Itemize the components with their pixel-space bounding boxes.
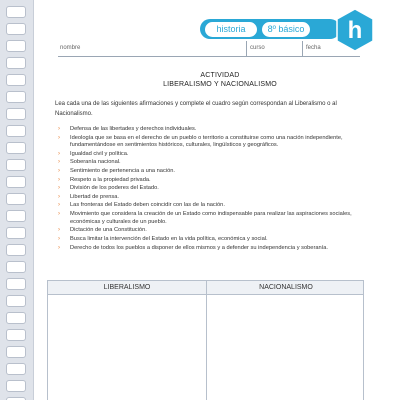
binding-hole [6,142,26,154]
binding-hole [6,329,26,341]
student-fields [58,41,360,57]
classification-table [47,280,364,400]
statement-text: Igualdad civil y política. [70,150,129,157]
activity-subtitle: LIBERALISMO Y NACIONALISMO [163,81,277,88]
bullet-icon: › [58,134,60,141]
binding-hole [6,159,26,171]
bullet-icon: › [58,227,60,234]
statement-text: Defensa de las libertades y derechos individuales. [70,126,197,132]
binding-hole [6,125,26,137]
bullet-icon: › [58,185,60,192]
binding-hole [6,312,26,324]
list-item [58,236,363,244]
bullet-icon: › [58,126,60,132]
bullet-icon: › [58,159,60,166]
statement-text: Sentimiento de pertenencia a una nación. [70,168,175,175]
list-item [58,227,363,235]
bullet-icon: › [58,150,60,157]
binding-hole [6,363,26,375]
list-item [58,245,363,253]
list-item [58,151,363,159]
binding-hole [6,40,26,52]
activity-title: ACTIVIDAD [200,72,240,79]
statement-text: Soberanía nacional. [70,159,121,166]
logo-letter: h [347,17,363,44]
grade-badge: 8º básico [262,22,310,37]
subject-badge: historia [205,22,257,37]
binding-hole [6,210,26,222]
binding-hole [6,74,26,86]
list-item [58,194,363,202]
binding-hole [6,380,26,392]
notebook-binding [0,0,34,400]
bullet-icon: › [58,193,60,200]
binding-hole [6,295,26,307]
binding-hole [6,23,26,35]
bullet-icon: › [58,211,60,218]
list-item [58,211,363,226]
course-field-label: curso [250,45,265,51]
statement-text: Movimiento que considera la creación de un Estado como indispensable para realizar las aspiraciones sociales, económicas y culturales de un pueblo. [70,211,352,225]
date-field-label: fecha [306,45,321,51]
binding-hole [6,346,26,358]
divider [302,41,303,57]
bullet-icon: › [58,168,60,175]
divider [246,41,247,57]
statement-text: División de los poderes del Estado. [70,185,159,192]
column-divider [206,281,207,400]
list-item [58,135,363,150]
binding-hole [6,176,26,188]
list-item [58,159,363,167]
binding-hole [6,57,26,69]
list-item [58,177,363,185]
statement-text: Dictación de una Constitución. [70,227,147,234]
statement-text: Las fronteras del Estado deben coincidir con las de la nación. [70,202,225,209]
list-item [58,202,363,210]
binding-hole [6,278,26,290]
binding-hole [6,261,26,273]
statement-text: Respeto a la propiedad privada. [70,176,151,183]
binding-hole [6,193,26,205]
column-header-liberalismo: LIBERALISMO [103,284,151,291]
instructions-text: Lea cada una de las siguientes afirmaciones y complete el cuadro según correspondan al Liberalismo o al Nacionalismo. [55,101,337,117]
statement-text: Busca limitar la intervención del Estado en la vida política, económica y social. [70,235,268,242]
binding-hole [6,108,26,120]
column-header-nacionalismo: NACIONALISMO [259,284,313,291]
statements-list [58,126,363,253]
bullet-icon: › [58,176,60,183]
binding-hole [6,227,26,239]
binding-hole [6,6,26,18]
statement-text: Ideología que se basa en el derecho de un pueblo o territorio a constituirse como una nación independiente, fundamentándose en sentimientos históricos, culturales, lingüísticos y geográficos. [70,134,343,149]
statement-text: Derecho de todos los pueblos a disponer de ellos mismos y a defender su independencia y soberanía. [70,244,328,251]
binding-hole [6,91,26,103]
statement-text: Libertad de prensa. [70,193,120,200]
list-item [58,126,363,134]
bullet-icon: › [58,235,60,242]
bullet-icon: › [58,202,60,209]
list-item [58,185,363,193]
bullet-icon: › [58,244,60,251]
name-field-label: nombre [60,45,81,51]
binding-hole [6,244,26,256]
list-item [58,168,363,176]
